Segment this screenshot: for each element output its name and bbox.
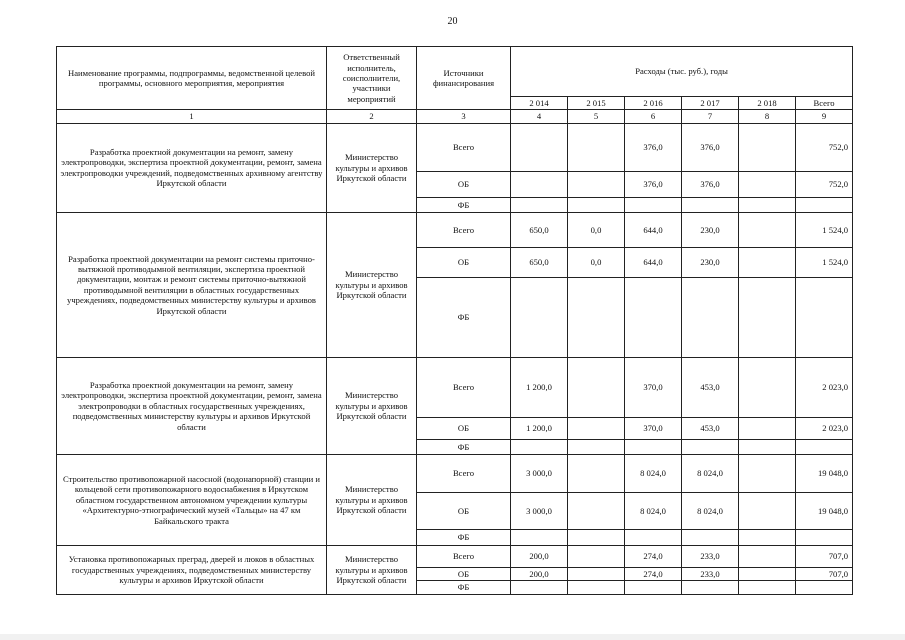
responsible-executor: Министерство культуры и архивов Иркутской области xyxy=(327,357,417,454)
table-row xyxy=(57,357,853,417)
year-value: 370,0 xyxy=(625,417,682,439)
column-number: 4 xyxy=(511,110,568,123)
year-value: 0,0 xyxy=(568,212,625,247)
year-value: 233,0 xyxy=(682,545,739,567)
total-value xyxy=(796,581,853,594)
year-value xyxy=(568,439,625,454)
column-number: 6 xyxy=(625,110,682,123)
funding-source: ФБ xyxy=(417,277,511,357)
year-value xyxy=(739,247,796,277)
responsible-executor: Министерство культуры и архивов Иркутской области xyxy=(327,212,417,357)
year-value xyxy=(511,197,568,212)
total-value: 707,0 xyxy=(796,567,853,580)
year-value: 1 200,0 xyxy=(511,357,568,417)
year-value xyxy=(739,417,796,439)
column-number: 8 xyxy=(739,110,796,123)
year-value: 200,0 xyxy=(511,545,568,567)
year-value xyxy=(511,581,568,594)
year-value xyxy=(568,123,625,171)
header-sources: Источники финансирования xyxy=(417,47,511,110)
funding-source: ОБ xyxy=(417,247,511,277)
year-value: 230,0 xyxy=(682,212,739,247)
year-value xyxy=(625,197,682,212)
year-value xyxy=(682,439,739,454)
measure-name: Строительство противопожарной насосной (водонапорной) станции и кольцевой сети противопожарного водоснабжения в Иркутском областном государственном автономном учреждении культуры «Архитектурно-этнографический музей «Тальцы» на 47 км Байкальского тракта xyxy=(57,454,327,545)
funding-source: ФБ xyxy=(417,197,511,212)
funding-source: Всего xyxy=(417,357,511,417)
year-value xyxy=(568,454,625,492)
year-value xyxy=(568,417,625,439)
year-value xyxy=(511,277,568,357)
column-number: 9 xyxy=(796,110,853,123)
year-value xyxy=(739,277,796,357)
funding-source: ФБ xyxy=(417,439,511,454)
year-value xyxy=(682,529,739,545)
year-value xyxy=(739,357,796,417)
year-value xyxy=(511,123,568,171)
year-value: 453,0 xyxy=(682,417,739,439)
year-value: 376,0 xyxy=(682,171,739,197)
header-year: 2 015 xyxy=(568,97,625,110)
year-value xyxy=(739,439,796,454)
year-value xyxy=(739,492,796,529)
table-row xyxy=(57,123,853,171)
total-value xyxy=(796,197,853,212)
header-year: 2 018 xyxy=(739,97,796,110)
year-value: 370,0 xyxy=(625,357,682,417)
year-value: 650,0 xyxy=(511,247,568,277)
year-value: 233,0 xyxy=(682,567,739,580)
year-value xyxy=(739,545,796,567)
year-value: 8 024,0 xyxy=(682,454,739,492)
total-value xyxy=(796,439,853,454)
total-value: 1 524,0 xyxy=(796,247,853,277)
year-value xyxy=(682,197,739,212)
year-value xyxy=(682,277,739,357)
header-year: 2 017 xyxy=(682,97,739,110)
year-value: 453,0 xyxy=(682,357,739,417)
year-value xyxy=(568,357,625,417)
year-value xyxy=(625,529,682,545)
year-value xyxy=(568,197,625,212)
expenses-table xyxy=(56,46,853,595)
column-number: 1 xyxy=(57,110,327,123)
year-value xyxy=(568,581,625,594)
header-year: 2 016 xyxy=(625,97,682,110)
year-value: 644,0 xyxy=(625,212,682,247)
total-value: 2 023,0 xyxy=(796,357,853,417)
year-value: 644,0 xyxy=(625,247,682,277)
funding-source: Всего xyxy=(417,212,511,247)
year-value: 3 000,0 xyxy=(511,454,568,492)
responsible-executor: Министерство культуры и архивов Иркутской области xyxy=(327,123,417,212)
year-value xyxy=(568,545,625,567)
year-value xyxy=(625,581,682,594)
year-value xyxy=(568,492,625,529)
year-value xyxy=(739,567,796,580)
column-number: 5 xyxy=(568,110,625,123)
year-value: 376,0 xyxy=(625,123,682,171)
total-value xyxy=(796,277,853,357)
column-number: 3 xyxy=(417,110,511,123)
funding-source: ОБ xyxy=(417,567,511,580)
column-number: 2 xyxy=(327,110,417,123)
header-year: 2 014 xyxy=(511,97,568,110)
total-value: 19 048,0 xyxy=(796,492,853,529)
responsible-executor: Министерство культуры и архивов Иркутской области xyxy=(327,545,417,594)
year-value xyxy=(625,439,682,454)
year-value xyxy=(682,581,739,594)
year-value xyxy=(511,439,568,454)
funding-source: ОБ xyxy=(417,171,511,197)
year-value: 8 024,0 xyxy=(625,492,682,529)
funding-source: ФБ xyxy=(417,581,511,594)
total-value: 1 524,0 xyxy=(796,212,853,247)
page-number: 20 xyxy=(447,16,458,27)
year-value: 650,0 xyxy=(511,212,568,247)
funding-source: ФБ xyxy=(417,529,511,545)
header-responsible: Ответственный исполнитель, соисполнители, участники мероприятий xyxy=(327,47,417,110)
total-value: 752,0 xyxy=(796,171,853,197)
funding-source: Всего xyxy=(417,123,511,171)
total-value: 2 023,0 xyxy=(796,417,853,439)
year-value xyxy=(739,529,796,545)
column-number: 7 xyxy=(682,110,739,123)
year-value: 376,0 xyxy=(682,123,739,171)
year-value: 274,0 xyxy=(625,567,682,580)
year-value xyxy=(739,454,796,492)
year-value xyxy=(568,277,625,357)
total-value: 707,0 xyxy=(796,545,853,567)
year-value: 8 024,0 xyxy=(625,454,682,492)
total-value: 19 048,0 xyxy=(796,454,853,492)
year-value: 0,0 xyxy=(568,247,625,277)
year-value xyxy=(739,171,796,197)
funding-source: Всего xyxy=(417,545,511,567)
year-value: 8 024,0 xyxy=(682,492,739,529)
year-value xyxy=(568,567,625,580)
responsible-executor: Министерство культуры и архивов Иркутской области xyxy=(327,454,417,545)
funding-source: Всего xyxy=(417,454,511,492)
funding-source: ОБ xyxy=(417,492,511,529)
year-value xyxy=(739,123,796,171)
funding-source: ОБ xyxy=(417,417,511,439)
year-value: 200,0 xyxy=(511,567,568,580)
total-value xyxy=(796,529,853,545)
measure-name: Разработка проектной документации на ремонт системы приточно-вытяжной противодымной вентиляции, экспертиза проектной документации, монтаж и ремонт системы приточно-вытяжной противодымной вентиляции в областных государственных учреждениях, подведомственных министерству культуры и архивов Иркутской области xyxy=(57,212,327,357)
total-value: 752,0 xyxy=(796,123,853,171)
year-value: 376,0 xyxy=(625,171,682,197)
year-value xyxy=(739,212,796,247)
year-value: 230,0 xyxy=(682,247,739,277)
header-expenses: Расходы (тыс. руб.), годы xyxy=(511,47,853,97)
year-value xyxy=(511,529,568,545)
year-value xyxy=(625,277,682,357)
measure-name: Установка противопожарных преград, дверей и люков в областных государственных учреждениях, подведомственных министерству культуры и архивов Иркутской области xyxy=(57,545,327,594)
scan-edge xyxy=(0,634,905,640)
table-row xyxy=(57,454,853,492)
table-row xyxy=(57,212,853,247)
year-value xyxy=(739,197,796,212)
header-total: Всего xyxy=(796,97,853,110)
year-value xyxy=(568,529,625,545)
measure-name: Разработка проектной документации на ремонт, замену электропроводки, экспертиза проектной документации, ремонт, замена электропроводки учреждений, подведомственных архивному агентству Иркутской области xyxy=(57,123,327,212)
year-value: 3 000,0 xyxy=(511,492,568,529)
year-value xyxy=(739,581,796,594)
year-value xyxy=(568,171,625,197)
header-name: Наименование программы, подпрограммы, ведомственной целевой программы, основного мероприятия, мероприятия xyxy=(57,47,327,110)
measure-name: Разработка проектной документации на ремонт, замену электропроводки, экспертиза проектной документации, ремонт, замена электропроводки в областных государственных учреждениях, подведомственных министерству культуры и архивов Иркутской области xyxy=(57,357,327,454)
table-row xyxy=(57,545,853,567)
year-value: 274,0 xyxy=(625,545,682,567)
year-value: 1 200,0 xyxy=(511,417,568,439)
year-value xyxy=(511,171,568,197)
